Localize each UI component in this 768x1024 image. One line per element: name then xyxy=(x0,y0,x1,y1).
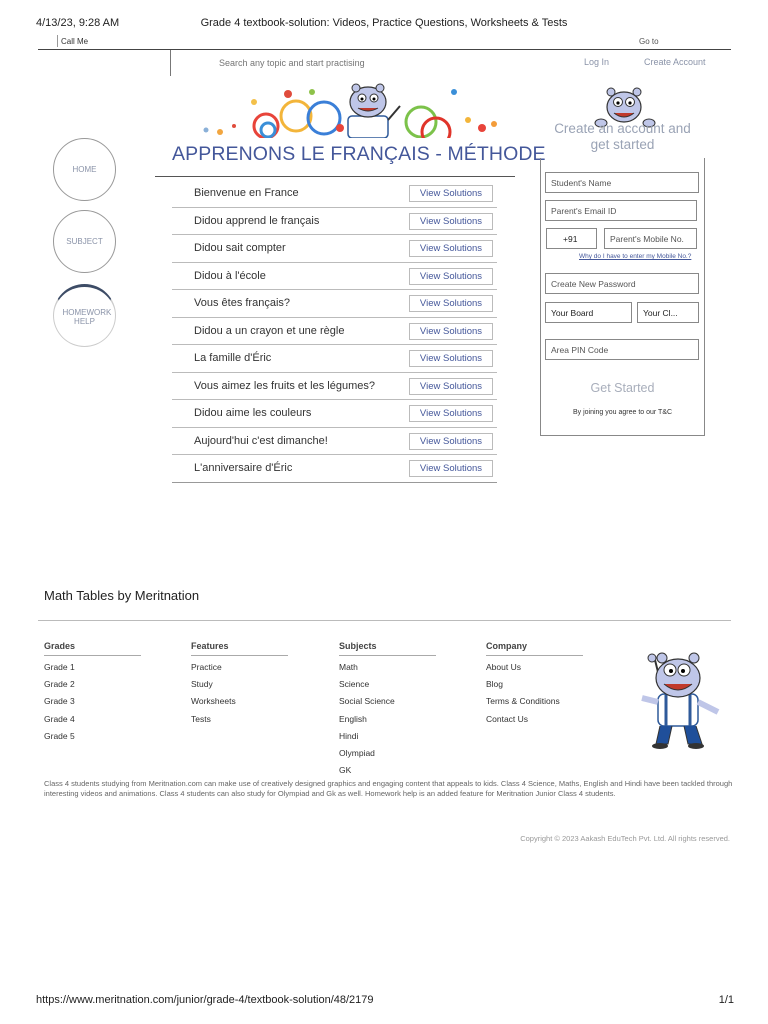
student-name-field[interactable]: Student's Name xyxy=(545,172,699,193)
footer-link[interactable]: Tests xyxy=(191,713,211,724)
chapter-list xyxy=(172,180,497,483)
print-title: Grade 4 textbook-solution: Videos, Practice Questions, Worksheets & Tests xyxy=(200,17,568,29)
view-solutions-button[interactable]: View Solutions xyxy=(409,433,493,450)
footer-link[interactable]: Social Science xyxy=(339,696,395,707)
footer-column-heading: Features xyxy=(191,641,288,656)
view-solutions-button[interactable]: View Solutions xyxy=(409,323,493,340)
search-input[interactable] xyxy=(219,58,469,68)
print-date: 4/13/23, 9:28 AM xyxy=(36,17,120,29)
nav-homework-label: HOMEWORK HELP xyxy=(62,307,112,326)
divider xyxy=(57,35,58,47)
footer-link[interactable]: Study xyxy=(191,679,213,690)
board-select[interactable]: Your Board xyxy=(545,302,632,323)
chapter-name[interactable]: L'anniversaire d'Éric xyxy=(194,462,293,474)
footer-link[interactable]: Olympiad xyxy=(339,747,375,758)
signup-heading: Create an account and get started xyxy=(554,121,691,152)
chapter-name[interactable]: Aujourd'hui c'est dimanche! xyxy=(194,434,328,447)
chapter-row xyxy=(172,318,497,346)
create-account-link[interactable]: Create Account xyxy=(644,57,706,67)
footer-column-company xyxy=(486,641,583,728)
view-solutions-button[interactable]: View Solutions xyxy=(409,268,493,285)
class-select[interactable]: Your Cl... xyxy=(637,302,699,323)
view-solutions-button[interactable]: View Solutions xyxy=(409,405,493,422)
why-mobile-link[interactable]: Why do I have to enter my Mobile No.? xyxy=(579,253,692,260)
chapter-row xyxy=(172,455,497,483)
password-field[interactable]: Create New Password xyxy=(545,273,699,294)
footer-column-features xyxy=(191,641,288,728)
view-solutions-button[interactable]: View Solutions xyxy=(409,460,493,477)
footer-link[interactable]: Terms & Conditions xyxy=(486,696,560,707)
chapter-name[interactable]: Vous aimez les fruits et les légumes? xyxy=(194,379,375,392)
nav-subject-label: SUBJECT xyxy=(66,237,103,246)
footer-link[interactable]: Math xyxy=(339,662,358,672)
chapter-row xyxy=(172,263,497,291)
footer-link[interactable]: Grade 3 xyxy=(44,696,75,707)
math-tables-link[interactable]: Math Tables by Meritnation xyxy=(44,588,200,603)
footer-column-grades xyxy=(44,641,141,745)
header-divider xyxy=(38,49,731,50)
chapter-name[interactable]: Didou sait compter xyxy=(194,242,286,254)
footer-link[interactable]: Practice xyxy=(191,662,222,672)
footer-link[interactable]: Hindi xyxy=(339,730,359,741)
footer-link[interactable]: English xyxy=(339,713,367,724)
chapter-name[interactable]: Didou apprend le français xyxy=(194,214,320,227)
print-page-number: 1/1 xyxy=(718,994,734,1006)
chapter-row xyxy=(172,373,497,401)
nav-homework-help-button[interactable] xyxy=(53,284,116,347)
footer-column-subjects xyxy=(339,641,436,779)
footer-link[interactable]: Grade 2 xyxy=(44,679,75,690)
chapter-name[interactable]: Didou à l'école xyxy=(194,269,266,282)
footer-link[interactable]: About Us xyxy=(486,662,521,672)
view-solutions-button[interactable]: View Solutions xyxy=(409,213,493,230)
go-to-link[interactable]: Go to xyxy=(639,37,659,46)
nav-home-label: HOME xyxy=(72,165,97,174)
footer-column-heading: Grades xyxy=(44,641,141,656)
view-solutions-button[interactable]: View Solutions xyxy=(409,378,493,395)
print-url: https://www.meritnation.com/junior/grade-4/textbook-solution/48/2179 xyxy=(36,994,374,1006)
chapter-row xyxy=(172,290,497,318)
view-solutions-button[interactable]: View Solutions xyxy=(409,350,493,367)
footer-link[interactable]: Grade 1 xyxy=(44,662,75,672)
nav-subject-button[interactable] xyxy=(53,210,116,273)
footer-description: Class 4 students studying from Meritnation.com can make use of creatively designed graphics and engaging content that appeals to kids. Class 4 Science, Maths, English and Hindi have been tackled through interesting videos and animations. Class 4 students can also study for Olympiad and Gk as well. Homework help is an added feature for Meritnation Junior Class 4 students. xyxy=(44,779,733,798)
footer-link[interactable]: Grade 4 xyxy=(44,713,75,724)
view-solutions-button[interactable]: View Solutions xyxy=(409,295,493,312)
view-solutions-button[interactable]: View Solutions xyxy=(409,240,493,257)
chapter-row xyxy=(172,345,497,373)
nav-home-button[interactable] xyxy=(53,138,116,201)
chapter-name[interactable]: Vous êtes français? xyxy=(194,297,291,309)
footer-divider xyxy=(38,620,731,621)
footer-link[interactable]: Worksheets xyxy=(191,696,236,707)
parent-mobile-field[interactable]: Parent's Mobile No. xyxy=(604,228,697,249)
banner-illustration xyxy=(196,80,506,138)
chapter-name[interactable]: Didou aime les couleurs xyxy=(194,407,312,419)
get-started-button[interactable]: Get Started xyxy=(590,381,655,395)
chapter-name[interactable]: Didou a un crayon et une règle xyxy=(194,324,345,337)
footer-column-heading: Subjects xyxy=(339,641,436,656)
title-divider xyxy=(155,176,515,177)
view-solutions-button[interactable]: View Solutions xyxy=(409,185,493,202)
chapter-row xyxy=(172,208,497,236)
chapter-row xyxy=(172,400,497,428)
footer-link[interactable]: Science xyxy=(339,679,370,690)
call-me-link[interactable]: Call Me xyxy=(61,37,89,46)
footer-link[interactable]: Grade 5 xyxy=(44,730,75,741)
footer-link[interactable]: Blog xyxy=(486,679,504,690)
parent-email-field[interactable]: Parent's Email ID xyxy=(545,200,697,221)
footer-link[interactable]: GK xyxy=(339,765,352,776)
chapter-name[interactable]: La famille d'Éric xyxy=(194,352,272,364)
footer-link[interactable]: Contact Us xyxy=(486,713,529,724)
copyright-text: Copyright © 2023 Aakash EduTech Pvt. Ltd. All rights reserved. xyxy=(520,834,730,843)
pin-code-field[interactable]: Area PIN Code xyxy=(545,339,699,360)
login-link[interactable]: Log In xyxy=(584,57,610,67)
page-title: APPRENONS LE FRANÇAIS - MÉTHODE xyxy=(172,143,546,165)
chapter-name[interactable]: Bienvenue en France xyxy=(194,187,299,199)
chapter-row xyxy=(172,428,497,456)
country-code-field[interactable]: +91 xyxy=(546,228,597,249)
terms-text: By joining you agree to our T&C xyxy=(572,409,673,416)
chapter-row xyxy=(172,235,497,263)
chapter-row xyxy=(172,180,497,208)
divider xyxy=(170,50,171,76)
footer-column-heading: Company xyxy=(486,641,583,656)
mascot-illustration xyxy=(630,652,730,750)
